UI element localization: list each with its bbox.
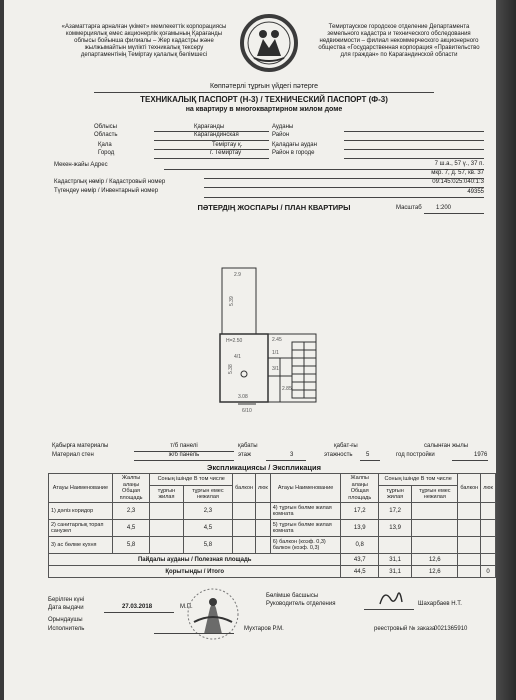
header-left-line: «Азаматтарға арналған үкімет» мемлекеттік корпорациясы [61,24,227,30]
table-header-row [49,474,496,486]
value-scale: 1:200 [436,205,452,211]
cell-hatch [255,503,270,520]
svg-text:4/1: 4/1 [234,354,241,360]
cell-balcony [458,554,481,566]
value-year: 1976 [474,452,488,458]
header-left-line: коммерциялық емес акционерлік қоғамының Қарағанды [65,31,223,37]
underline [154,633,234,634]
floor-plan-drawing [216,266,326,416]
cell-nonliving [412,537,458,554]
label-order: реестровый № заказа [374,626,436,632]
value-floor: 3 [290,452,294,458]
header-living-2: тұрғын жилая [378,486,411,503]
cell-nonliving [412,503,458,520]
value-address-kz: 7 ш.а., 57 ү., 37 п. [434,161,484,167]
label-kala: Қала [98,142,112,148]
header-total: Жалпы алаңы Общая площадь [112,474,150,503]
underline [154,149,269,150]
label-rayon-v-gorode: Район в городе [272,150,315,156]
cell-name: 5) тұрғын бөлме жилая комната [270,520,341,537]
header-right-ru [304,24,494,59]
value-executor-name: Мухтаров Р.М. [244,626,284,632]
cell-living [150,537,183,554]
underline [154,131,269,132]
label-year-kz: салынған жылы [424,443,469,449]
useful-nonliving: 12,6 [412,554,458,566]
table-row-total [49,566,496,578]
header-hatch-2: люк [481,474,496,503]
cell-nonliving: 4,5 [183,520,233,537]
cell-hatch [481,503,496,520]
cell-total: 2,3 [112,503,150,520]
cell-name: 3) ас бөлме кухня [49,537,113,554]
label-audany: Ауданы [272,124,294,130]
value-address-ru: мкр. 7, д. 57, кв. 37 [431,170,484,176]
cell-living [150,520,183,537]
underline [154,158,269,159]
header-nonliving-2: тұрғын емес нежилая [412,486,458,503]
label-head-kz: Бөлімше басшысы [266,593,319,599]
cell-nonliving [412,520,458,537]
header-right-line: недвижимости – филиал некоммерческого акционерного [319,38,479,44]
svg-text:2.9: 2.9 [234,272,241,278]
header-balcony-2: балкон [458,474,481,503]
underline [344,158,484,159]
label-walls-ru: Материал стен [52,452,94,458]
title-main: ТЕХНИКАЛЫҚ ПАСПОРТ (Н-3) / ТЕХНИЧЕСКИЙ ПАСПОРТ (Ф-3) [140,95,388,104]
cell-balcony [233,520,256,537]
svg-text:2.45: 2.45 [272,337,282,343]
cell-total: 5,8 [112,537,150,554]
underline [134,460,234,461]
cell-balcony [458,503,481,520]
underline [204,187,484,188]
cell-total: 4,5 [112,520,150,537]
title-sub: на квартиру в многоквартирном жилом доме [185,106,343,113]
label-scale: Масштаб [396,205,422,211]
header-incl: Соның ішінде В том числе [150,474,233,486]
underline [104,612,174,613]
header-balcony: балкон [233,474,256,503]
header-incl-2: Соның ішінде В том числе [378,474,457,486]
cell-balcony [458,537,481,554]
value-region-ru: Карагандинская [194,132,239,138]
label-inventory: Түгендеу нөмір / Инвентарный номер [54,188,159,194]
underline [266,460,306,461]
value-cadastral: 09:145:025:040:1:3 [432,179,484,185]
useful-living: 31,1 [378,554,411,566]
cell-name: 1) дәліз коридор [49,503,113,520]
underline [452,460,488,461]
value-inventory: 49355 [467,189,484,195]
label-oblys: Облысы [94,124,117,130]
cell-nonliving: 5,8 [183,537,233,554]
svg-text:1/1: 1/1 [272,350,279,356]
total-total: 44,5 [341,566,379,578]
cell-hatch [481,537,496,554]
svg-text:3.08: 3.08 [238,394,248,400]
header-left-line: департаментінің Теміртау қалалық бөлімшесі [80,52,208,58]
svg-text:H=2.50: H=2.50 [226,338,243,344]
label-oblast: Область [94,132,118,138]
label-executor-ru: Исполнитель [48,626,85,632]
underline [360,460,380,461]
cell-balcony [458,520,481,537]
useful-total: 43,7 [341,554,379,566]
header-left-line: жылжымайтын мүлікті техникалық тексеру [84,45,204,51]
background-edge [496,0,516,700]
label-kabaty: қабаты [238,443,258,449]
svg-text:6/10: 6/10 [242,408,252,414]
cell-balcony [233,537,256,554]
underline [344,140,484,141]
value-head-name: Шахарбаев Н.Т. [418,601,462,607]
underline [364,609,414,610]
total-living: 31,1 [378,566,411,578]
underline [204,197,484,198]
label-mp: М.П. [180,604,193,610]
header-left-kz [44,24,244,59]
label-etazh: этаж [238,452,251,458]
document-sheet [4,0,514,700]
header-name: Атауы Наименование [49,474,113,503]
total-hatch: 0 [481,566,496,578]
cell-total: 0,8 [341,537,379,554]
underline [134,451,234,452]
value-walls-ru: ж/б панель [168,452,200,458]
table-row [49,520,496,537]
label-gorod: Город [98,150,115,156]
signature [376,588,406,610]
value-issued-date: 27.03.2018 [122,604,153,610]
cell-balcony [233,503,256,520]
value-region-kz: Қарағанды [194,124,225,130]
header-right-line: Темиртауское городское отделение Департамента [328,24,470,30]
label-executor-kz: Орындаушы [48,617,83,623]
svg-text:3/1: 3/1 [272,366,279,372]
svg-text:5.38: 5.38 [228,364,234,374]
cell-balcony [458,566,481,578]
cell-living: 17,2 [378,503,411,520]
cell-name: 4) тұрғын бөлме жилая комната [270,503,341,520]
cell-living: 13,9 [378,520,411,537]
underline [344,149,484,150]
underline [344,131,484,132]
header-nonliving: тұрғын емес нежилая [183,486,233,503]
header-name-2: Атауы Наименование [270,474,341,503]
value-floors-total: 5 [366,452,370,458]
cell-total: 17,2 [341,503,379,520]
svg-text:5.39: 5.39 [229,296,235,306]
label-walls-kz: Қабырға материалы [52,443,109,449]
explication-table [48,473,496,578]
title-kz: Көппәтерлі тұрғын үйдегі пәтерге [209,83,319,90]
useful-label: Пайдалы ауданы / Полезная площадь [49,554,341,566]
value-city-ru: г. Темиртау [210,150,242,156]
cell-living [378,537,411,554]
header-living: тұрғын жилая [150,486,183,503]
label-address: Мекен-жайы Адрес [54,162,108,168]
cell-hatch [255,520,270,537]
cell-hatch [481,554,496,566]
header-right-line: для граждан» по Карагандинской области [340,52,458,58]
government-emblem [240,14,298,72]
header-right-line: общества «Государственная корпорация «Правительство [318,45,480,51]
value-walls-kz: т/б панелі [170,443,198,449]
table-row [49,503,496,520]
underline [154,140,269,141]
label-etazhnost: этажность [324,452,353,458]
table-row [49,537,496,554]
header-left-line: облысы бойынша филиалы – Жер кадастры және [74,38,214,44]
total-label: Қорытынды / Итого [49,566,341,578]
value-order-number: 0021365910 [434,626,468,632]
total-nonliving: 12,6 [412,566,458,578]
cell-nonliving: 2,3 [183,503,233,520]
cell-name: 2) санитарлық торап санузел [49,520,113,537]
label-year-ru: год постройки [396,452,435,458]
underline [204,178,484,179]
label-rayon: Район [272,132,290,138]
table-row-useful [49,554,496,566]
cell-hatch [255,537,270,554]
label-kabattylygy: қабат-ғы [334,443,358,449]
label-kaladagy-audan: Қаладағы аудан [272,142,317,148]
cell-hatch [481,520,496,537]
cell-total: 13,9 [341,520,379,537]
label-head-ru: Руководитель отделения [266,601,336,607]
svg-text:2.85: 2.85 [282,386,292,392]
divider [94,92,434,93]
value-city-kz: Теміртау қ. [212,142,243,148]
label-issued-kz: Берілген күні [48,597,85,603]
cell-living [150,503,183,520]
underline [424,213,484,214]
plan-heading: ПӘТЕРДІҢ ЖОСПАРЫ / ПЛАН КВАРТИРЫ [197,203,351,212]
header-total-2: Жалпы алаңы Общая площадь [341,474,379,503]
explication-title: Экспликациясы / Экспликация [206,463,321,472]
label-issued-ru: Дата выдачи [48,605,84,611]
header-right-line: земельного кадастра и технического обследования [327,31,471,37]
cell-name: 6) балкон (коэф. 0,3) балкон (коэф. 0,3) [270,537,341,554]
label-cadastral: Кадастрлық нөмір / Кадастровый номер [54,179,166,185]
header-hatch: люк [255,474,270,503]
